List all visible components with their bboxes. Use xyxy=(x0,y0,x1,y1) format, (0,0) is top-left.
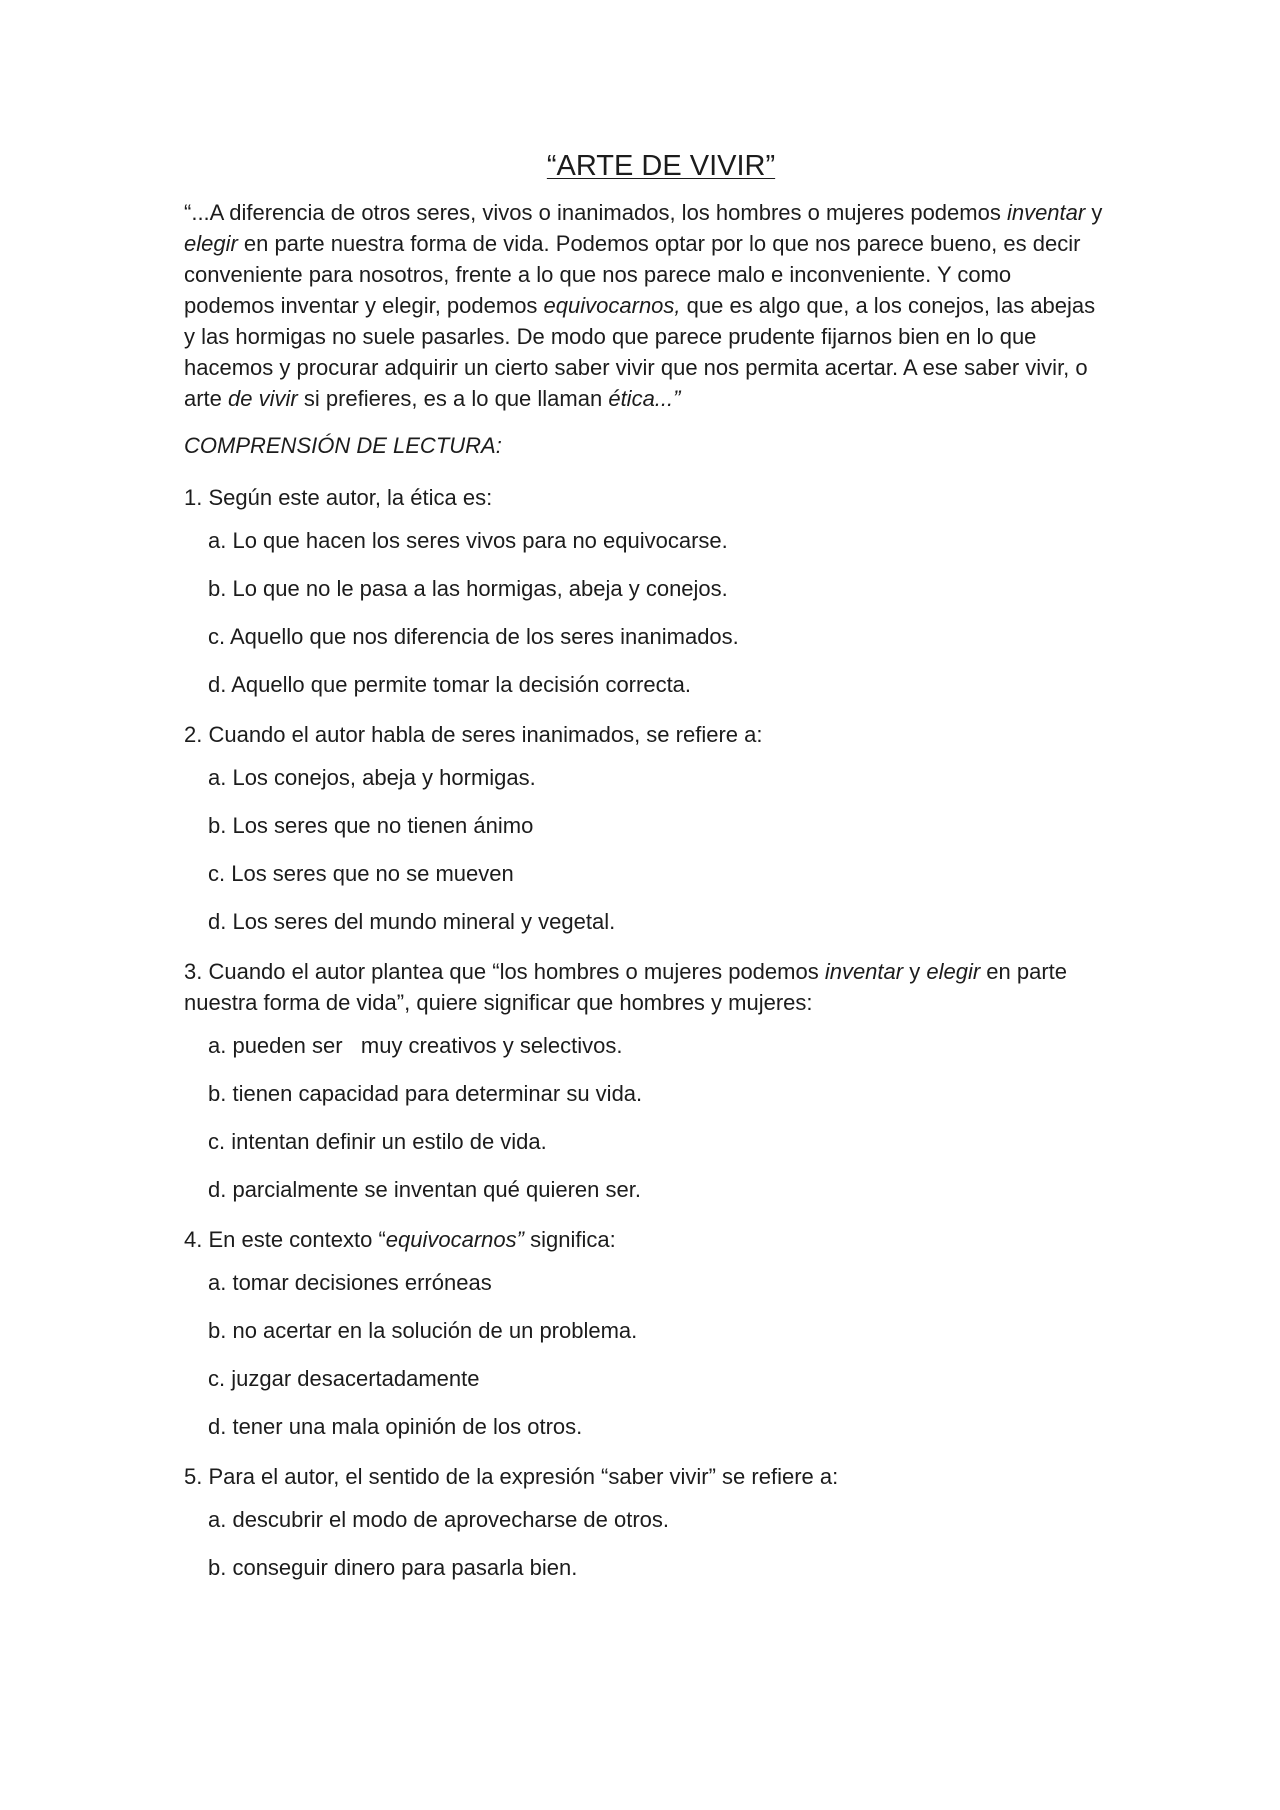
options-list xyxy=(184,1032,1104,1204)
intro-emphasis: de vivir xyxy=(228,386,298,411)
question-emphasis: inventar xyxy=(824,959,904,984)
question-text xyxy=(184,1224,1104,1255)
option-d: d. Los seres del mundo mineral y vegetal. xyxy=(208,909,616,934)
question-4 xyxy=(184,1224,1104,1441)
document-page xyxy=(184,150,1104,1602)
option-a: a. Los conejos, abeja y hormigas. xyxy=(208,765,536,790)
question-text: 1. Según este autor, la ética es: xyxy=(184,485,493,510)
option-d: d. parcialmente se inventan qué quieren ser. xyxy=(208,1177,641,1202)
intro-text: y xyxy=(1085,200,1103,225)
option-d: d. Aquello que permite tomar la decisión correcta. xyxy=(208,672,692,697)
intro-text: “...A diferencia de otros seres, vivos o inanimados, los hombres o mujeres podemos xyxy=(184,200,1007,225)
option-c: c. Los seres que no se mueven xyxy=(208,861,514,886)
option-c: c. intentan definir un estilo de vida. xyxy=(208,1129,547,1154)
question-text-part: 4. En este contexto “ xyxy=(184,1227,386,1252)
question-text: 5. Para el autor, el sentido de la expresión “saber vivir” se refiere a: xyxy=(184,1464,839,1489)
intro-emphasis: equivocarnos, xyxy=(543,293,681,318)
intro-text: si prefieres, es a lo que llaman xyxy=(297,386,609,411)
option-a: a. descubrir el modo de aprovecharse de otros. xyxy=(208,1507,670,1532)
options-list xyxy=(184,1269,1104,1441)
question-3 xyxy=(184,956,1104,1204)
question-text-part: en parte nuestra forma de vida”, quiere significar que hombres y mujeres: xyxy=(184,959,1067,1015)
intro-emphasis: inventar xyxy=(1006,200,1086,225)
option-c: c. Aquello que nos diferencia de los seres inanimados. xyxy=(208,624,739,649)
question-text xyxy=(184,956,1104,1018)
option-a: a. Lo que hacen los seres vivos para no equivocarse. xyxy=(208,528,728,553)
question-text-part: y xyxy=(903,959,927,984)
option-a: a. pueden ser muy creativos y selectivos. xyxy=(208,1033,623,1058)
question-emphasis: equivocarnos” xyxy=(385,1227,524,1252)
option-b: b. Lo que no le pasa a las hormigas, abeja y conejos. xyxy=(208,576,728,601)
question-5 xyxy=(184,1461,1104,1582)
question-text: 2. Cuando el autor habla de seres inanimados, se refiere a: xyxy=(184,722,763,747)
option-d: d. tener una mala opinión de los otros. xyxy=(208,1414,583,1439)
option-b: b. conseguir dinero para pasarla bien. xyxy=(208,1555,578,1580)
intro-emphasis: elegir xyxy=(184,231,238,256)
option-a: a. tomar decisiones erróneas xyxy=(208,1270,492,1295)
intro-quote xyxy=(184,197,1104,414)
intro-text: en parte nuestra forma de vida. Podemos optar por lo que nos parece bueno, es decir conveniente para nosotros, frente a lo que nos parece malo e inconveniente. Y como podemos inventar y elegir, podemos xyxy=(184,231,1081,318)
question-text-part: 3. Cuando el autor plantea que “los hombres o mujeres podemos xyxy=(184,959,825,984)
option-b: b. Los seres que no tienen ánimo xyxy=(208,813,534,838)
option-c: c. juzgar desacertadamente xyxy=(208,1366,480,1391)
page-title: “ARTE DE VIVIR” xyxy=(546,150,776,182)
options-list xyxy=(184,1506,1104,1582)
question-2 xyxy=(184,719,1104,936)
options-list xyxy=(184,764,1104,936)
question-emphasis: elegir xyxy=(926,959,981,984)
option-b: b. tienen capacidad para determinar su vida. xyxy=(208,1081,643,1106)
option-b: b. no acertar en la solución de un problema. xyxy=(208,1318,638,1343)
question-1 xyxy=(184,482,1104,699)
options-list xyxy=(184,527,1104,699)
question-text-part: significa: xyxy=(523,1227,616,1252)
intro-text: que es algo que, a los conejos, las abejas y las hormigas no suele pasarles. De modo que parece prudente fijarnos bien en lo que hacemos y procurar adquirir un cierto saber vivir que nos permita acertar. A ese saber vivir, o arte xyxy=(184,293,1096,411)
section-heading: COMPRENSIÓN DE LECTURA: xyxy=(184,433,502,458)
intro-emphasis: ética...” xyxy=(608,386,681,411)
